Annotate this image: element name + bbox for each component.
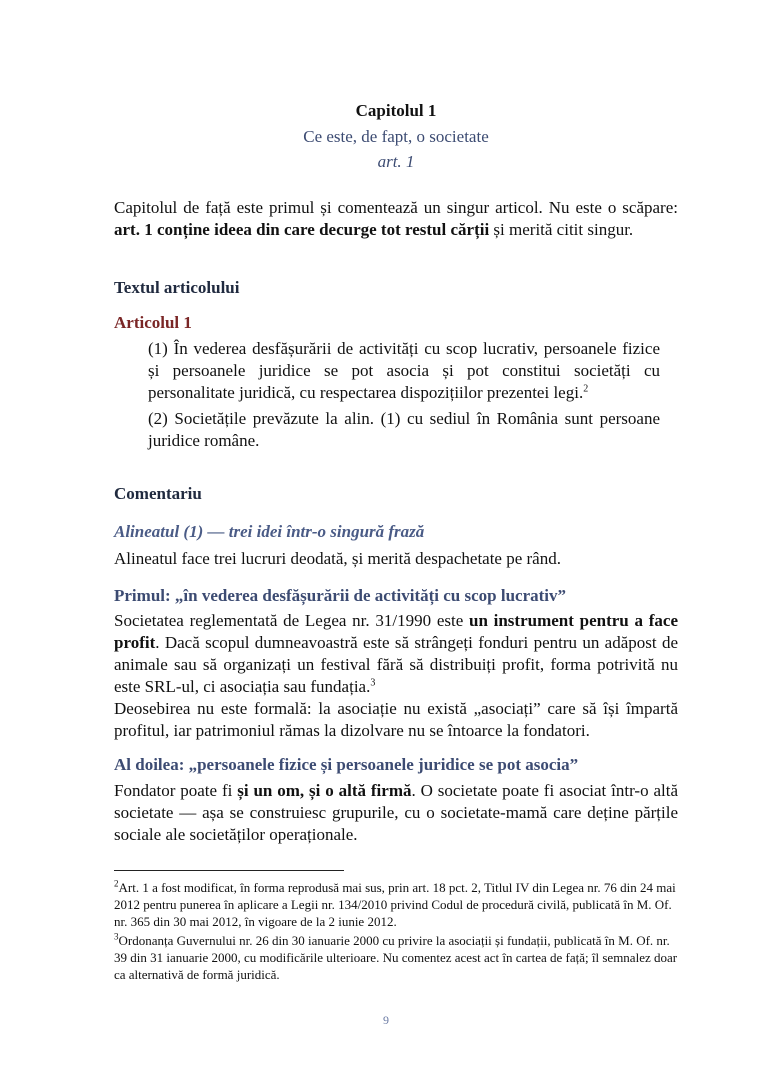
footnote-2: [114, 879, 678, 930]
second-paragraph: [114, 780, 678, 846]
chapter-subtitle: Ce este, de fapt, o societate: [303, 127, 489, 146]
first-heading: Primul: „în vederea desfășurării de activități cu scop lucrativ”: [114, 586, 567, 605]
first-paragraph-2: Deosebirea nu este formală: la asociație nu există „asociați” care să își împartă profitul, iar patrimoniul rămas la dizolvare nu se întoarce la fondatori.: [114, 699, 678, 740]
article-body: [148, 338, 660, 456]
footnote-3-mark: 3: [114, 931, 119, 942]
article-para-2: (2) Societățile prevăzute la alin. (1) cu sediul în România sunt persoane juridice române.: [148, 409, 660, 450]
footnote-3: [114, 932, 678, 983]
text-heading: Textul articolului: [114, 278, 240, 297]
article-heading: Articolul 1: [114, 313, 192, 332]
first-p1-text-b: . Dacă scopul dumneavoastră este să strângeți fonduri pentru un adăpost de animale sau să organizați un festival fără să distribuiți profit, forma potrivită nu este SRL-ul, ci asociația sau fundația.: [114, 633, 678, 696]
intro-text-2: și merită citit singur.: [489, 220, 634, 239]
intro-bold: art. 1 conține ideea din care decurge tot restul cărții: [114, 220, 490, 239]
second-text-a: Fondator poate fi: [114, 781, 238, 800]
first-p1-text-a: Societatea reglementată de Legea nr. 31/1990 este: [114, 611, 469, 630]
intro-text-1: Capitolul de față este primul și comentează un singur articol. Nu este o scăpare:: [114, 198, 678, 217]
first-paragraph-1: [114, 610, 678, 698]
footnote-2-mark: 2: [114, 878, 119, 889]
footnote-ref-3[interactable]: 3: [370, 677, 376, 689]
footnote-3-text: Ordonanța Guvernului nr. 26 din 30 ianuarie 2000 cu privire la asociații și fundații, publicată în M. Of. nr. 39 din 31 ianuarie 2000, cu modificările ulterioare. Nu comentez acest act în cartea de față; îl semnalez doar ca alternativă de formă juridică.: [114, 933, 678, 982]
second-text-b: . O societate poate fi asociat într-o altă societate — așa se construiesc grupurile, cu o societate-mamă care deține părțile sociale ale societăților operaționale.: [114, 781, 678, 844]
footnote-ref-2[interactable]: 2: [583, 383, 589, 395]
page-number: 9: [383, 1013, 389, 1027]
alineat-heading: Alineatul (1) — trei idei într-o singură frază: [114, 522, 425, 541]
chapter-title: Capitolul 1: [355, 101, 437, 120]
footnote-2-text: Art. 1 a fost modificat, în forma reprodusă mai sus, prin art. 18 pct. 2, Titlul IV din Legea nr. 76 din 24 mai 2012 pentru punerea în aplicare a Legii nr. 134/2010 privind Codul de procedură civilă, publicată în M. Of. nr. 365 din 30 mai 2012, în vigoare de la 2 iunie 2012.: [114, 880, 676, 929]
article-para-1: [148, 338, 660, 404]
second-heading: Al doilea: „persoanele fizice și persoanele juridice se pot asocia”: [114, 755, 579, 774]
article-para-1-text: (1) În vederea desfășurării de activități cu scop lucrativ, persoanele fizice și persoanele juridice se pot asocia și pot constitui societăți cu personalitate juridică, cu respectarea dispozițiilor prezentei legi.: [148, 339, 660, 402]
alineat-text: Alineatul face trei lucruri deodată, și merită despachetate pe rând.: [114, 549, 561, 568]
chapter-article-ref: art. 1: [377, 152, 415, 171]
second-bold: și un om, și o altă firmă: [237, 781, 412, 800]
first-p1-bold: un instrument pentru a face profit: [114, 611, 678, 652]
comment-heading: Comentariu: [114, 484, 202, 503]
intro-paragraph: [114, 197, 678, 241]
footnote-separator: [114, 870, 344, 871]
